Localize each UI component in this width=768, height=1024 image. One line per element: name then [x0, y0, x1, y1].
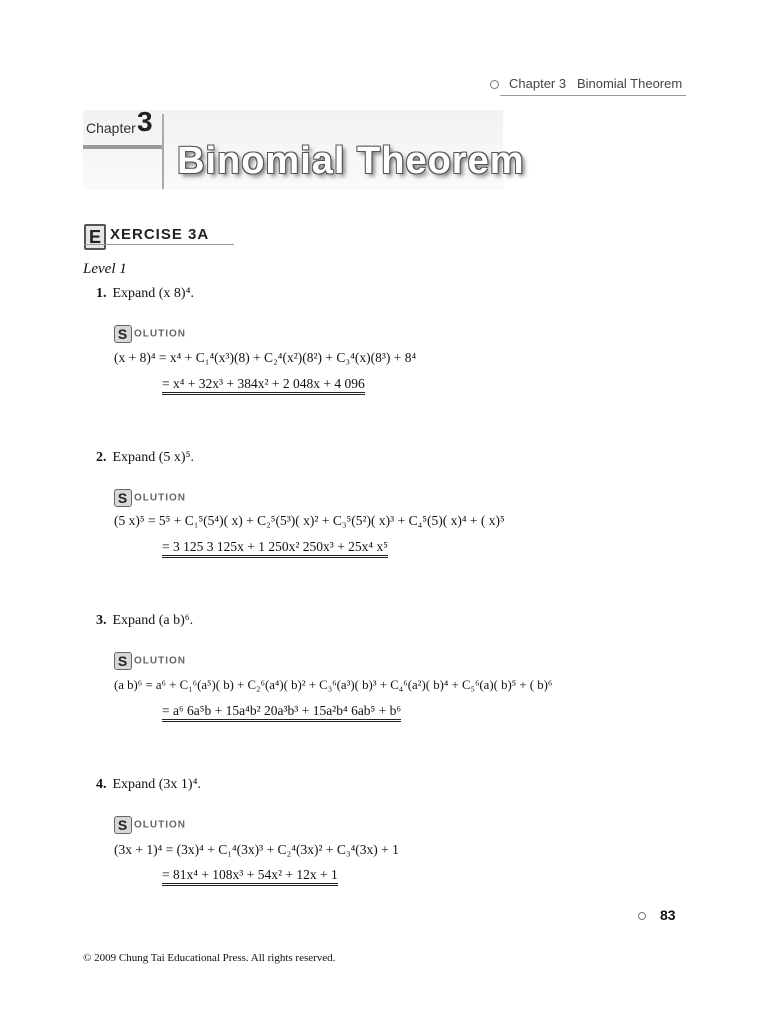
- answer-text: = a⁶ 6a⁵b + 15a⁴b² 20a³b³ + 15a²b⁴ 6ab⁵ + b⁶: [162, 703, 401, 722]
- solution-tag-text: OLUTION: [134, 819, 186, 831]
- solution-answer: [162, 539, 388, 555]
- solution-line-1: (a b)⁶ = a⁶ + C₁⁶(a⁵)( b) + C₂⁶(a⁴)( b)² + C₃⁶(a³)( b)³ + C₄⁶(a²)( b)⁴ + C₅⁶(a)( b)⁵ + ( b)⁶: [114, 678, 553, 692]
- bullet-icon: [490, 80, 499, 89]
- solution-tag: [114, 816, 186, 834]
- bullet-icon: [638, 912, 646, 920]
- question-number: 1.: [96, 286, 107, 301]
- question-prompt: Expand (3x 1)⁴.: [112, 777, 201, 792]
- chapter-title: Binomial Theorem: [177, 140, 525, 182]
- running-header: [490, 76, 686, 94]
- question-prompt: Expand (5 x)⁵.: [112, 450, 194, 465]
- answer-text: = 81x⁴ + 108x³ + 54x² + 12x + 1: [162, 867, 338, 886]
- running-header-title: Binomial Theorem: [576, 76, 683, 91]
- question-1: [96, 286, 194, 302]
- exercise-rule: [84, 244, 234, 245]
- solution-tag: [114, 489, 186, 507]
- solution-answer: [162, 703, 401, 719]
- solution-answer: [162, 376, 365, 392]
- question-2: [96, 450, 194, 466]
- solution-answer: [162, 867, 338, 883]
- page-number: [638, 907, 676, 923]
- page-number-text: 83: [660, 907, 676, 923]
- question-prompt: Expand (a b)⁶.: [112, 613, 194, 628]
- solution-s-icon: S: [114, 652, 132, 670]
- solution-tag-text: OLUTION: [134, 492, 186, 504]
- solution-line-1: (x + 8)⁴ = x⁴ + C₁⁴(x³)(8) + C₂⁴(x²)(8²) + C₃⁴(x)(8³) + 8⁴: [114, 350, 417, 365]
- solution-s-icon: S: [114, 816, 132, 834]
- solution-s-icon: S: [114, 489, 132, 507]
- question-number: 2.: [96, 450, 107, 465]
- exercise-letter-box: E: [84, 224, 106, 250]
- question-3: [96, 613, 193, 629]
- question-number: 4.: [96, 777, 107, 792]
- solution-tag-text: OLUTION: [134, 328, 186, 340]
- running-header-chapter: Chapter 3: [509, 76, 567, 91]
- chapter-bar-horizontal: [83, 145, 163, 149]
- header-rule: [500, 95, 686, 96]
- solution-tag: [114, 325, 186, 343]
- question-number: 3.: [96, 613, 107, 628]
- answer-text: = x⁴ + 32x³ + 384x² + 2 048x + 4 096: [162, 376, 365, 395]
- chapter-label: Chapter: [86, 120, 136, 136]
- level-heading: Level 1: [83, 261, 127, 277]
- exercise-title: XERCISE 3A: [110, 226, 210, 243]
- copyright: © 2009 Chung Tai Educational Press. All rights reserved.: [83, 952, 336, 964]
- answer-text: = 3 125 3 125x + 1 250x² 250x³ + 25x⁴ x⁵: [162, 539, 388, 558]
- question-4: [96, 777, 201, 793]
- question-prompt: Expand (x 8)⁴.: [112, 286, 194, 301]
- chapter-number: 3: [137, 106, 153, 137]
- solution-tag-text: OLUTION: [134, 655, 186, 667]
- solution-line-1: (3x + 1)⁴ = (3x)⁴ + C₁⁴(3x)³ + C₂⁴(3x)² + C₃⁴(3x) + 1: [114, 842, 399, 857]
- solution-tag: [114, 652, 186, 670]
- chapter-bar-vertical: [162, 114, 164, 189]
- solution-s-icon: S: [114, 325, 132, 343]
- solution-line-1: (5 x)⁵ = 5⁵ + C₁⁵(5⁴)( x) + C₂⁵(5³)( x)² + C₃⁵(5²)( x)³ + C₄⁵(5)( x)⁴ + ( x)⁵: [114, 513, 505, 528]
